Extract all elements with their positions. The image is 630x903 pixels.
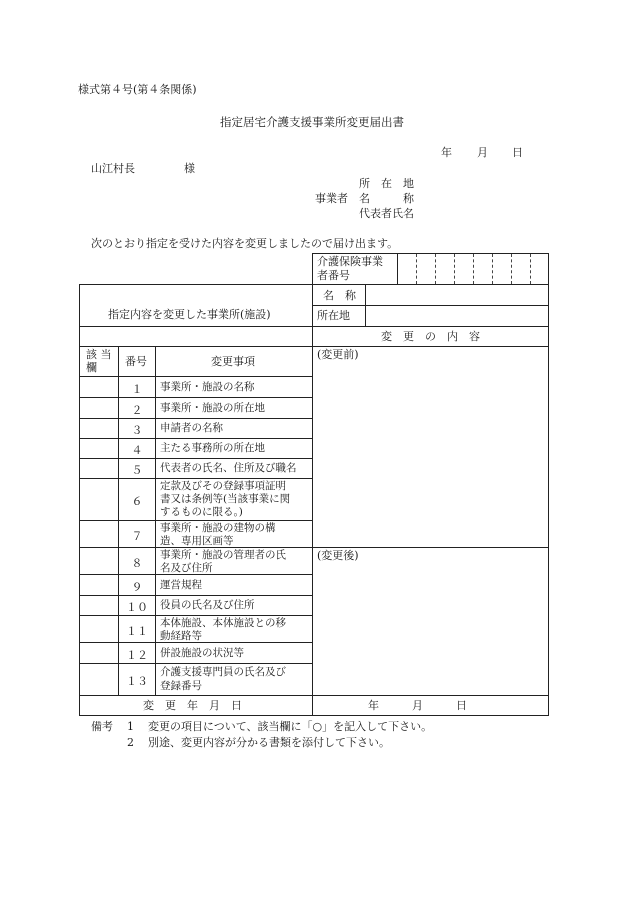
item-number: １２ (126, 649, 148, 662)
item-column-header: 変更事項 (211, 355, 255, 368)
item-label: するものに限る。) (160, 506, 243, 518)
date-year-label: 年 (441, 146, 452, 159)
item-check-cell[interactable] (80, 596, 118, 615)
facility-name-field[interactable] (367, 286, 547, 304)
item-number: １３ (126, 675, 148, 688)
before-change-field[interactable] (314, 364, 547, 546)
item-number: ９ (131, 581, 143, 594)
item-number: ８ (131, 557, 143, 570)
item-check-cell[interactable] (80, 548, 118, 574)
intro-text: 次のとおり指定を受けた内容を変更しましたので届け出ます。 (91, 237, 399, 250)
item-label: 名及び住所 (160, 562, 213, 574)
before-change-label: (変更前) (317, 348, 359, 361)
item-label: 事業所・施設の所在地 (160, 402, 265, 414)
item-label: 介護支援専門員の氏名及び (160, 666, 286, 678)
facility-name-label: 名 称 (323, 289, 356, 302)
item-label: 本体施設、本体施設との移 (160, 617, 286, 629)
item-label: 動経路等 (160, 630, 202, 642)
date-day-label: 日 (512, 146, 523, 159)
note-number: 1 (127, 720, 134, 733)
item-label: 造、専用区画等 (160, 535, 234, 547)
item-label: 代表者の氏名、住所及び職名 (160, 462, 297, 474)
item-check-cell[interactable] (80, 664, 118, 695)
item-label: 申請者の名称 (160, 422, 223, 434)
change-date-label: 変 更 年 月 日 (143, 699, 242, 712)
applicant-label: 事業者 (315, 192, 348, 205)
item-number: ７ (131, 530, 143, 543)
after-change-field[interactable] (314, 565, 547, 694)
facility-location-field[interactable] (367, 307, 547, 325)
item-number: ３ (131, 424, 143, 437)
item-label: 併設施設の状況等 (160, 647, 244, 659)
item-number: ４ (131, 444, 143, 457)
change-date-value[interactable]: 年 月 日 (368, 699, 467, 712)
note-number: 2 (127, 736, 134, 749)
item-number: １ (131, 383, 143, 396)
item-label: 主たる事務所の所在地 (160, 442, 265, 454)
item-check-cell[interactable] (80, 439, 118, 458)
item-number: ６ (131, 495, 143, 508)
addressee-honorific: 様 (184, 162, 195, 175)
insurance-number-label-2: 者番号 (317, 269, 350, 282)
form-number: 様式第４号(第４条関係) (78, 83, 197, 96)
item-label: 運営規程 (160, 579, 202, 591)
item-check-cell[interactable] (80, 575, 118, 595)
item-label: 事業所・施設の名称 (160, 381, 255, 393)
item-label: 事業所・施設の建物の構 (160, 522, 276, 534)
item-label: 定款及びその登録事項証明 (160, 480, 286, 492)
item-check-cell[interactable] (80, 459, 118, 478)
item-check-cell[interactable] (80, 643, 118, 663)
applicant-address-label: 所 在 地 (359, 177, 414, 190)
item-label: 役員の氏名及び住所 (160, 599, 255, 611)
number-column-header: 番号 (125, 355, 147, 368)
item-check-cell[interactable] (80, 377, 118, 397)
page-title: 指定居宅介護支援事業所変更届出書 (220, 115, 404, 129)
applicant-representative-label: 代表者氏名 (359, 207, 414, 220)
item-number: ２ (131, 404, 143, 417)
item-check-cell[interactable] (80, 398, 118, 418)
after-change-label: (変更後) (317, 549, 359, 562)
note-text: 別途、変更内容が分かる書類を添付して下さい。 (148, 736, 390, 749)
item-label: 書又は条例等(当該事業に関 (160, 493, 291, 505)
addressee-name: 山江村長 (91, 162, 135, 175)
item-number: ５ (131, 464, 143, 477)
item-label: 登録番号 (160, 680, 202, 692)
item-number: １１ (126, 625, 148, 638)
insurance-number-label-1: 介護保険事業 (317, 255, 383, 268)
check-column-header-1: 該 当 (86, 348, 112, 361)
item-check-cell[interactable] (80, 479, 118, 520)
change-contents-header: 変 更 の 内 容 (381, 330, 480, 343)
facility-section-label: 指定内容を変更した事業所(施設) (108, 308, 271, 321)
date-month-label: 月 (477, 146, 488, 159)
note-text: 変更の項目について、該当欄に「○」を記入して下さい。 (148, 720, 433, 733)
item-number: １０ (126, 601, 148, 614)
item-check-cell[interactable] (80, 521, 118, 547)
item-check-cell[interactable] (80, 419, 118, 438)
facility-location-label: 所在地 (317, 309, 350, 322)
notes-label: 備考 (91, 720, 113, 733)
item-label: 事業所・施設の管理者の氏 (160, 549, 286, 561)
applicant-name-label: 名 称 (359, 192, 414, 205)
check-column-header-2: 欄 (86, 361, 97, 374)
item-check-cell[interactable] (80, 616, 118, 642)
